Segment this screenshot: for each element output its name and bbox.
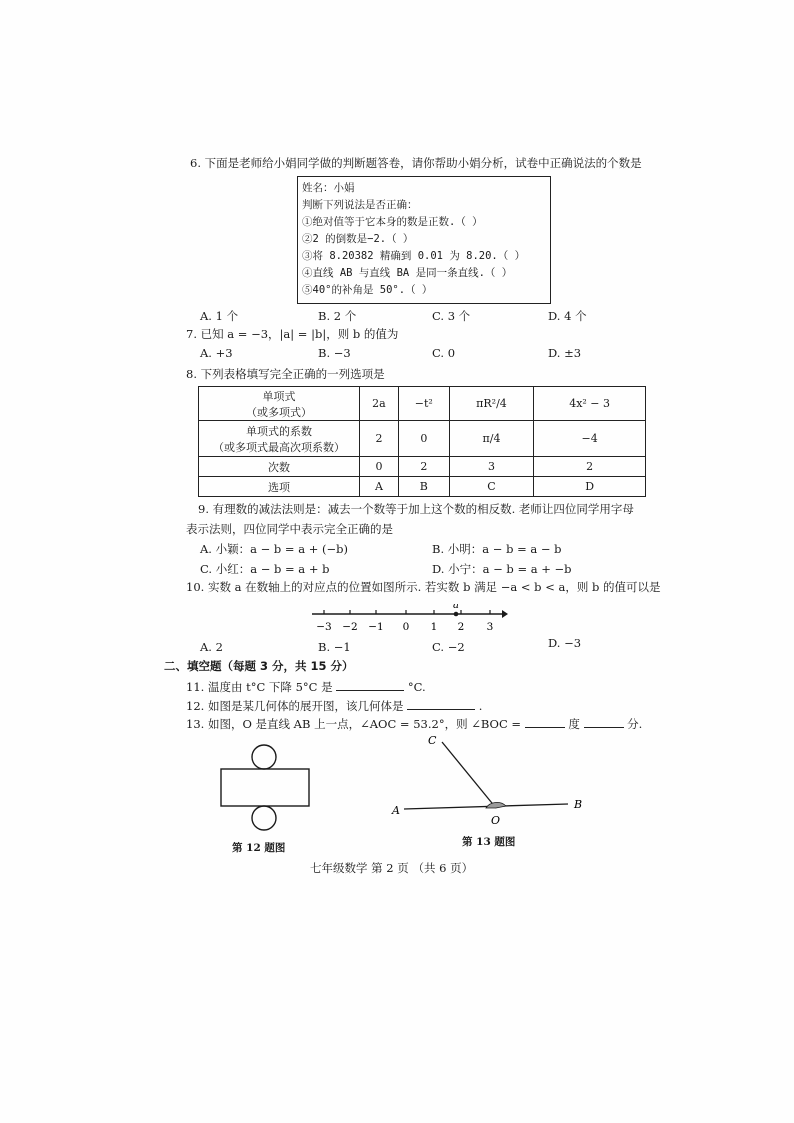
- q10-point-a: [454, 612, 459, 617]
- section2-title: 二、填空题（每题 3 分，共 15 分）: [164, 659, 354, 673]
- q11-answer-blank[interactable]: [336, 679, 404, 691]
- q9-option-a[interactable]: A. 小颖：a − b = a + (−b): [200, 542, 349, 556]
- q6-answer-card: [297, 176, 551, 304]
- q10-tick-label: −2: [342, 621, 358, 633]
- q10-number-line: [308, 604, 508, 638]
- q8-cell-r1-b: −t²: [398, 387, 449, 421]
- q8-cell-r2-d: −4: [534, 421, 646, 457]
- q13-text-b: 度: [568, 717, 580, 731]
- q8-row4-label: 选项: [199, 477, 360, 497]
- q10-tick-label: 3: [486, 621, 494, 633]
- q8-row1-label-b: （或多项式）: [246, 405, 312, 419]
- q8-row2-label: [199, 421, 360, 457]
- q8-cell-r4-b: B: [398, 477, 449, 497]
- q12-answer-blank[interactable]: [407, 698, 475, 710]
- q8-cell-r4-c: C: [449, 477, 534, 497]
- card-item-4: ④直线 AB 与直线 BA 是同一条直线.（ ）: [302, 267, 513, 279]
- q10-tick-label: 0: [402, 621, 410, 633]
- q8-row3-label: 次数: [199, 457, 360, 477]
- q6-option-b[interactable]: B. 2 个: [318, 309, 357, 323]
- q9-stem-line2: 表示法则，四位同学中表示完全正确的是: [186, 522, 393, 536]
- fig12-caption: 第 12 题图: [232, 842, 286, 854]
- q8-cell-r1-c: πR²/4: [449, 387, 534, 421]
- q8-cell-r3-a: 0: [360, 457, 399, 477]
- q7-option-a[interactable]: A. +3: [200, 346, 233, 360]
- q7-option-d[interactable]: D. ±3: [548, 346, 582, 360]
- q9-option-c[interactable]: C. 小红：a − b = a + b: [200, 562, 330, 576]
- q10-tick-label: 2: [457, 621, 465, 633]
- card-item-1: ①绝对值等于它本身的数是正数.（ ）: [302, 216, 483, 228]
- q8-cell-r3-c: 3: [449, 457, 534, 477]
- q6-stem: 6. 下面是老师给小娟同学做的判断题答卷，请你帮助小娟分析，试卷中正确说法的个数是: [190, 156, 642, 170]
- q8-cell-r1-d: 4x² − 3: [534, 387, 646, 421]
- q6-option-d[interactable]: D. 4 个: [548, 309, 587, 323]
- q10-stem: 10. 实数 a 在数轴上的对应点的位置如图所示. 若实数 b 满足 −a < b < a，则 b 的值可以是: [186, 580, 661, 594]
- q7-option-c[interactable]: C. 0: [432, 346, 456, 360]
- card-name: 姓名：小娟: [302, 182, 355, 194]
- fig13-label-b: B: [574, 798, 583, 811]
- q8-row1-label: [199, 387, 360, 421]
- fig13-label-c: C: [428, 734, 437, 747]
- q8-row2-label-b: （或多项式最高次项系数）: [213, 440, 345, 454]
- q6-option-a[interactable]: A. 1 个: [200, 309, 239, 323]
- q7-option-b[interactable]: B. −3: [318, 346, 351, 360]
- q8-table: [198, 386, 646, 497]
- q8-cell-r2-b: 0: [398, 421, 449, 457]
- fig13-caption: 第 13 题图: [462, 836, 516, 848]
- q11-line: [186, 679, 426, 694]
- q8-cell-r1-a: 2a: [360, 387, 399, 421]
- q8-row1-label-a: 单项式: [262, 389, 296, 403]
- q8-stem: 8. 下列表格填写完全正确的一列选项是: [186, 367, 385, 381]
- card-item-2: ②2 的倒数是−2.（ ）: [302, 233, 414, 245]
- q10-option-a[interactable]: A. 2: [200, 640, 223, 654]
- q10-option-c[interactable]: C. −2: [432, 640, 465, 654]
- q10-option-b[interactable]: B. −1: [318, 640, 351, 654]
- q12-text-a: 12. 如图是某几何体的展开图，该几何体是: [186, 699, 404, 713]
- card-instruction: 判断下列说法是否正确：: [302, 199, 418, 211]
- q8-cell-r3-b: 2: [398, 457, 449, 477]
- q13-text-c: 分.: [627, 717, 643, 731]
- page-footer: 七年级数学 第 2 页 （共 6 页）: [310, 861, 474, 875]
- q9-stem-line1: 9. 有理数的减法法则是：减去一个数等于加上这个数的相反数. 老师让四位同学用字母: [198, 502, 634, 516]
- q11-text-a: 11. 温度由 t°C 下降 5°C 是: [186, 680, 333, 694]
- card-item-5: ⑤40°的补角是 50°.（ ）: [302, 284, 433, 296]
- q8-cell-r3-d: 2: [534, 457, 646, 477]
- q10-option-d[interactable]: D. −3: [548, 636, 582, 650]
- q8-cell-r4-d: D: [534, 477, 646, 497]
- q10-point-label: a: [453, 604, 459, 611]
- q13-degree-blank[interactable]: [525, 716, 565, 728]
- fig12-cylinder-net: [216, 744, 316, 834]
- fig13-label-o: O: [491, 814, 501, 827]
- q12-line: [186, 698, 482, 713]
- q8-cell-r4-a: A: [360, 477, 399, 497]
- q10-tick-label: 1: [430, 621, 438, 633]
- q9-option-d[interactable]: D. 小宁：a − b = a + −b: [432, 562, 572, 576]
- q13-text-a: 13. 如图，O 是直线 AB 上一点，∠AOC = 53.2°，则 ∠BOC =: [186, 717, 522, 731]
- q10-tick-label: −3: [316, 621, 332, 633]
- q6-option-c[interactable]: C. 3 个: [432, 309, 471, 323]
- q9-option-b[interactable]: B. 小明：a − b = a − b: [432, 542, 562, 556]
- fig13-angle-diagram: [390, 728, 590, 828]
- q8-row2-label-a: 单项式的系数: [246, 424, 312, 438]
- q13-minute-blank[interactable]: [584, 716, 624, 728]
- q8-cell-r2-c: π/4: [449, 421, 534, 457]
- q12-text-b: .: [478, 699, 483, 713]
- q8-cell-r2-a: 2: [360, 421, 399, 457]
- fig13-label-a: A: [392, 804, 400, 817]
- q11-text-b: °C.: [407, 680, 426, 694]
- q7-stem: 7. 已知 a = −3，|a| = |b|，则 b 的值为: [186, 327, 399, 341]
- q10-tick-label: −1: [368, 621, 384, 633]
- card-item-3: ③将 8.20382 精确到 0.01 为 8.20.（ ）: [302, 250, 526, 262]
